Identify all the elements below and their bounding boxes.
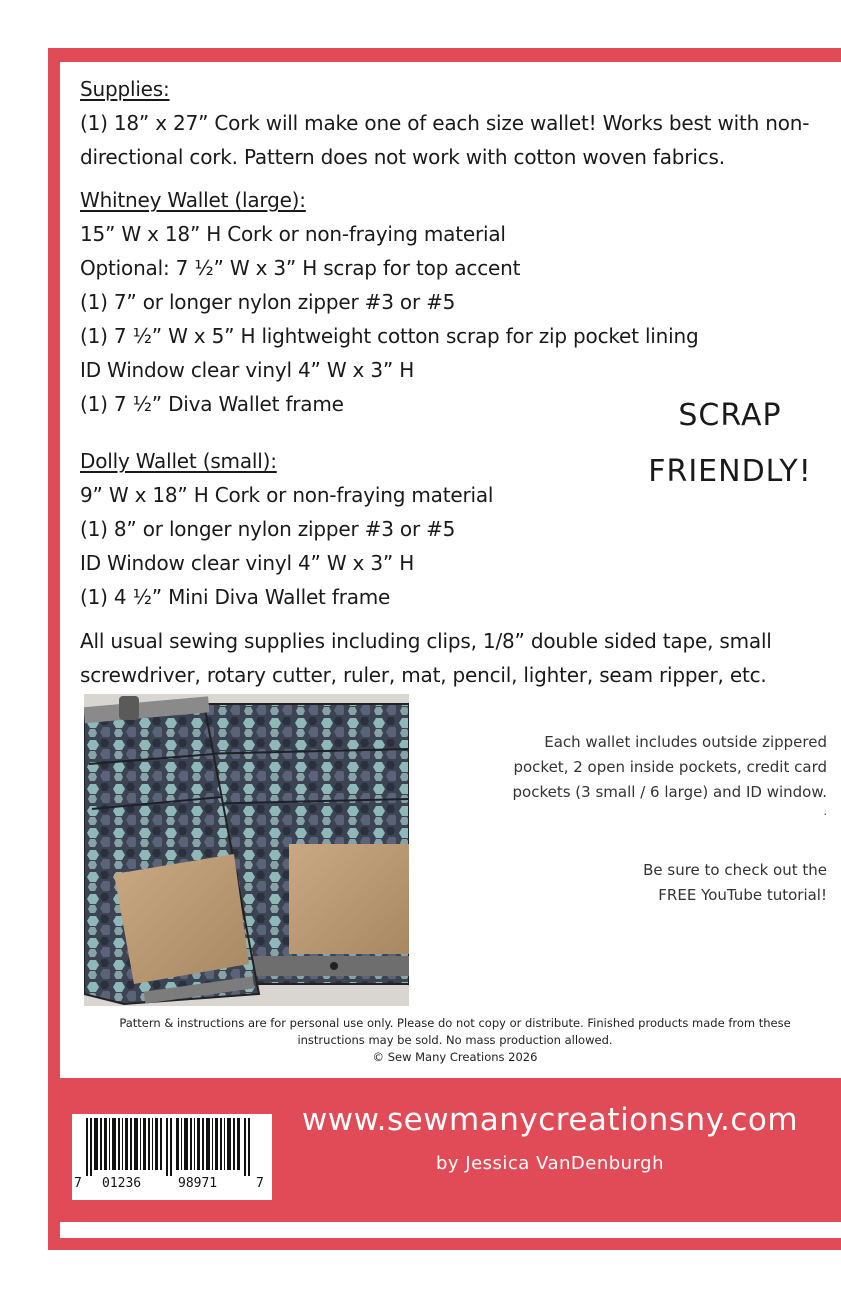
callout-line-1: SCRAP <box>678 398 782 433</box>
supplies-line-1: (1) 18” x 27” Cork will make one of each size wallet! Works best with non- <box>80 111 810 135</box>
dolly-item: 9” W x 18” H Cork or non-fraying material <box>80 483 494 507</box>
whitney-item: Optional: 7 ½” W x 3” H scrap for top accent <box>80 256 521 280</box>
supplies-heading: Supplies: <box>80 77 170 101</box>
youtube-line: Be sure to check out the <box>643 861 827 879</box>
dolly-item: (1) 8” or longer nylon zipper #3 or #5 <box>80 517 456 541</box>
disclaimer-line-2: instructions may be sold. No mass production allowed. <box>297 1033 613 1047</box>
dolly-item: (1) 4 ½” Mini Diva Wallet frame <box>80 585 391 609</box>
youtube-line: FREE YouTube tutorial! <box>658 886 827 904</box>
wallet-photo-illustration <box>84 694 409 1006</box>
note-line: pocket, 2 open inside pockets, credit card <box>513 758 827 776</box>
dolly-item: ID Window clear vinyl 4” W x 3” H <box>80 551 415 575</box>
whitney-item: (1) 7” or longer nylon zipper #3 or #5 <box>80 290 456 314</box>
barcode-bars <box>86 1118 258 1176</box>
note-line: Each wallet includes outside zippered <box>544 733 827 751</box>
copyright-line: © Sew Many Creations 2026 <box>372 1050 538 1064</box>
barcode-digit: 01236 <box>102 1176 142 1191</box>
whitney-item: (1) 7 ½” Diva Wallet frame <box>80 392 344 416</box>
supplies-line-2: directional cork. Pattern does not work with cotton woven fabrics. <box>80 145 725 169</box>
whitney-item: ID Window clear vinyl 4” W x 3” H <box>80 358 415 382</box>
bottom-white-strip <box>60 1222 841 1238</box>
barcode-digit: 7 <box>256 1176 264 1191</box>
barcode-digit: 98971 <box>178 1176 218 1191</box>
whitney-item: 15” W x 18” H Cork or non-fraying material <box>80 222 506 246</box>
website-url: www.sewmanycreationsny.com <box>301 1102 799 1138</box>
callout-line-2: FRIENDLY! <box>648 454 812 489</box>
barcode <box>72 1114 272 1200</box>
youtube-note <box>467 858 827 908</box>
note-line: . <box>823 805 827 818</box>
dolly-section <box>80 444 830 614</box>
general-line-2: screwdriver, rotary cutter, ruler, mat, pencil, lighter, seam ripper, etc. <box>80 663 767 687</box>
dolly-heading: Dolly Wallet (small): <box>80 449 277 473</box>
whitney-item: (1) 7 ½” W x 5” H lightweight cotton scrap for zip pocket lining <box>80 324 699 348</box>
disclaimer <box>70 1015 840 1066</box>
disclaimer-line-1: Pattern & instructions are for personal use only. Please do not copy or distribute. Finished products made from these <box>119 1016 791 1030</box>
whitney-heading: Whitney Wallet (large): <box>80 188 306 212</box>
whitney-section <box>80 183 830 421</box>
general-supplies <box>80 624 830 692</box>
wallet-features-note <box>467 730 827 819</box>
author-credit: by Jessica VanDenburgh <box>435 1153 665 1174</box>
general-line-1: All usual sewing supplies including clips, 1/8” double sided tape, small <box>80 629 772 653</box>
supplies-section <box>80 72 830 174</box>
wallet-photo <box>84 694 409 1006</box>
note-line: pockets (3 small / 6 large) and ID window. <box>512 783 827 801</box>
barcode-digit: 7 <box>74 1176 82 1191</box>
